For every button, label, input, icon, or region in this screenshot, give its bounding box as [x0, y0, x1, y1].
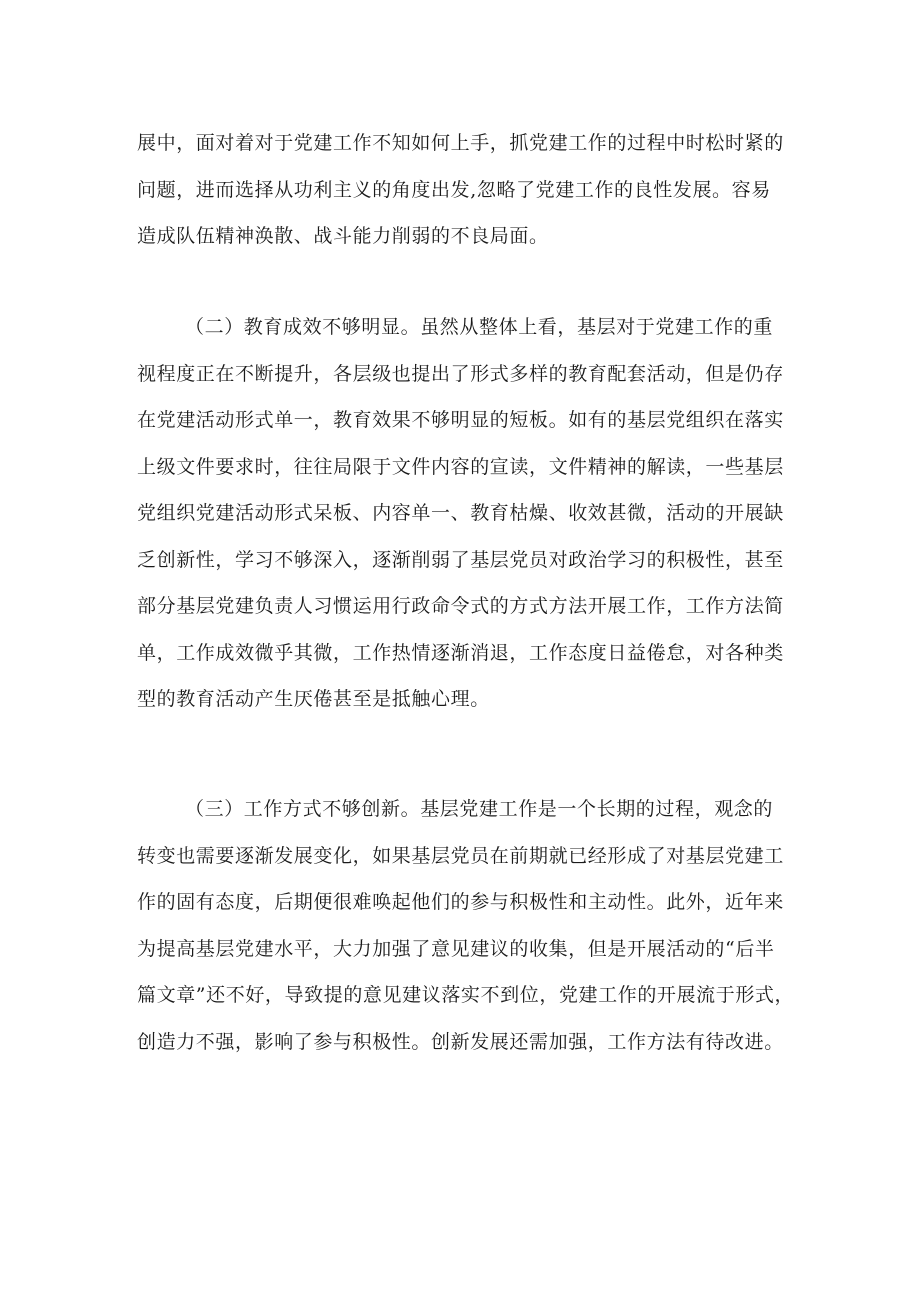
text-line: 展中，面对着对于党建工作不知如何上手，抓党建工作的过程中时松时紧的 — [137, 132, 784, 154]
text-line: 造成队伍精神涣散、战斗能力削弱的不良局面。 — [137, 225, 549, 247]
text-line: （二）教育成效不够明显。虽然从整体上看，基层对于党建工作的重 — [185, 316, 774, 338]
text-line: 型的教育活动产生厌倦甚至是抵触心理。 — [137, 688, 490, 710]
paragraph-education-effect — [137, 304, 797, 723]
text-line: 转变也需要逐渐发展变化，如果基层党员在前期就已经形成了对基层党建工 — [137, 844, 784, 867]
text-line: 创造力不强，影响了参与积极性。创新发展还需加强，工作方法有待改进。 — [137, 1030, 784, 1053]
text-line: 上级文件要求时，往往局限于文件内容的宣读，文件精神的解读，一些基层 — [137, 455, 784, 478]
text-line: 篇文章”还不好，导致提的意见建议落实不到位，党建工作的开展流于形式， — [137, 984, 795, 1006]
paragraph-work-innovation — [137, 786, 797, 1065]
text-line: 问题，进而选择从功利主义的角度出发,忽略了党建工作的良性发展。容易 — [137, 178, 771, 201]
text-line: 作的固有态度，后期便很难唤起他们的参与积极性和主动性。此外，近年来 — [137, 891, 784, 913]
paragraph-continuation — [137, 120, 797, 260]
text-line: 乏创新性，学习不够深入，逐渐削弱了基层党员对政治学习的积极性，甚至 — [137, 548, 784, 571]
text-line: 为提高基层党建水平，大力加强了意见建议的收集，但是开展活动的“后半 — [137, 937, 775, 960]
text-line: 部分基层党建负责人习惯运用行政命令式的方式方法开展工作，工作方法简 — [137, 595, 784, 617]
text-line: 视程度正在不断提升，各层级也提出了形式多样的教育配套活动，但是仍存 — [137, 362, 784, 385]
text-line: 党组织党建活动形式呆板、内容单一、教育枯燥、收效甚微，活动的开展缺 — [137, 502, 784, 524]
text-line: 单，工作成效微乎其微，工作热情逐渐消退，工作态度日益倦怠，对各种类 — [137, 641, 784, 664]
text-line: 在党建活动形式单一，教育效果不够明显的短板。如有的基层党组织在落实 — [137, 409, 784, 431]
text-line: （三）工作方式不够创新。基层党建工作是一个长期的过程，观念的 — [185, 798, 774, 820]
